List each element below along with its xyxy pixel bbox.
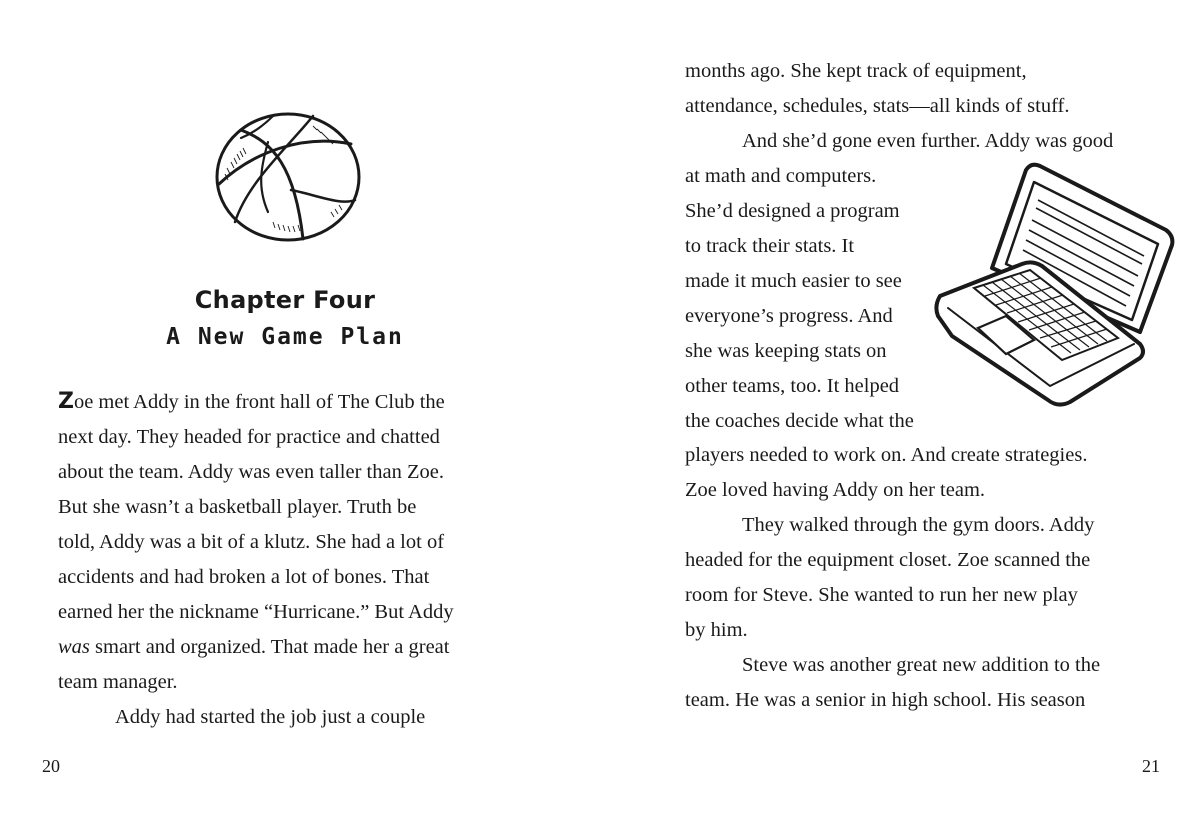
body-line: about the team. Addy was even taller than Zoe. <box>58 461 444 483</box>
body-line: Zoe met Addy in the front hall of The Club the <box>58 389 445 414</box>
body-line: months ago. She kept track of equipment, <box>685 60 1027 82</box>
emphasis-word: was <box>58 636 90 658</box>
body-line: But she wasn’t a basketball player. Truth be <box>58 496 417 518</box>
chapter-number: Chapter Four <box>194 286 376 314</box>
body-line: And she’d gone even further. Addy was good <box>742 130 1114 152</box>
body-line: the coaches decide what the <box>685 410 914 432</box>
right-page <box>600 0 1200 814</box>
body-line: Zoe loved having Addy on her team. <box>685 479 986 501</box>
laptop-illustration <box>934 160 1182 412</box>
page-number: 20 <box>42 756 60 776</box>
basketball-illustration <box>213 112 363 242</box>
body-line: she was keeping stats on <box>685 340 887 362</box>
body-line: players needed to work on. And create strategies. <box>685 444 1088 466</box>
body-line: accidents and had broken a lot of bones. That <box>58 566 430 588</box>
body-line: other teams, too. It helped <box>685 375 900 397</box>
body-line: to track their stats. It <box>685 235 855 257</box>
body-line: earned her the nickname “Hurricane.” But Addy <box>58 601 454 623</box>
body-line: told, Addy was a bit of a klutz. She had a lot of <box>58 531 445 553</box>
body-line: Addy had started the job just a couple <box>115 706 426 728</box>
body-line: They walked through the gym doors. Addy <box>742 514 1095 536</box>
body-line: made it much easier to see <box>685 270 902 292</box>
body-line: room for Steve. She wanted to run her new play <box>685 584 1078 606</box>
body-line: team manager. <box>58 671 178 693</box>
body-line: at math and computers. <box>685 165 877 187</box>
drop-cap: Z <box>58 389 74 414</box>
body-line: She’d designed a program <box>685 200 900 222</box>
body-line: Steve was another great new addition to the <box>742 654 1101 676</box>
body-line: attendance, schedules, stats—all kinds of stuff. <box>685 95 1070 117</box>
body-line: everyone’s progress. And <box>685 305 893 327</box>
body-line: team. He was a senior in high school. His season <box>685 689 1086 711</box>
body-line: headed for the equipment closet. Zoe scanned the <box>685 549 1091 571</box>
page-number: 21 <box>1142 756 1160 776</box>
body-line: next day. They headed for practice and chatted <box>58 426 440 448</box>
body-line: by him. <box>685 619 748 641</box>
body-line: was smart and organized. That made her a great <box>58 636 450 658</box>
chapter-title: A New Game Plan <box>166 324 404 350</box>
